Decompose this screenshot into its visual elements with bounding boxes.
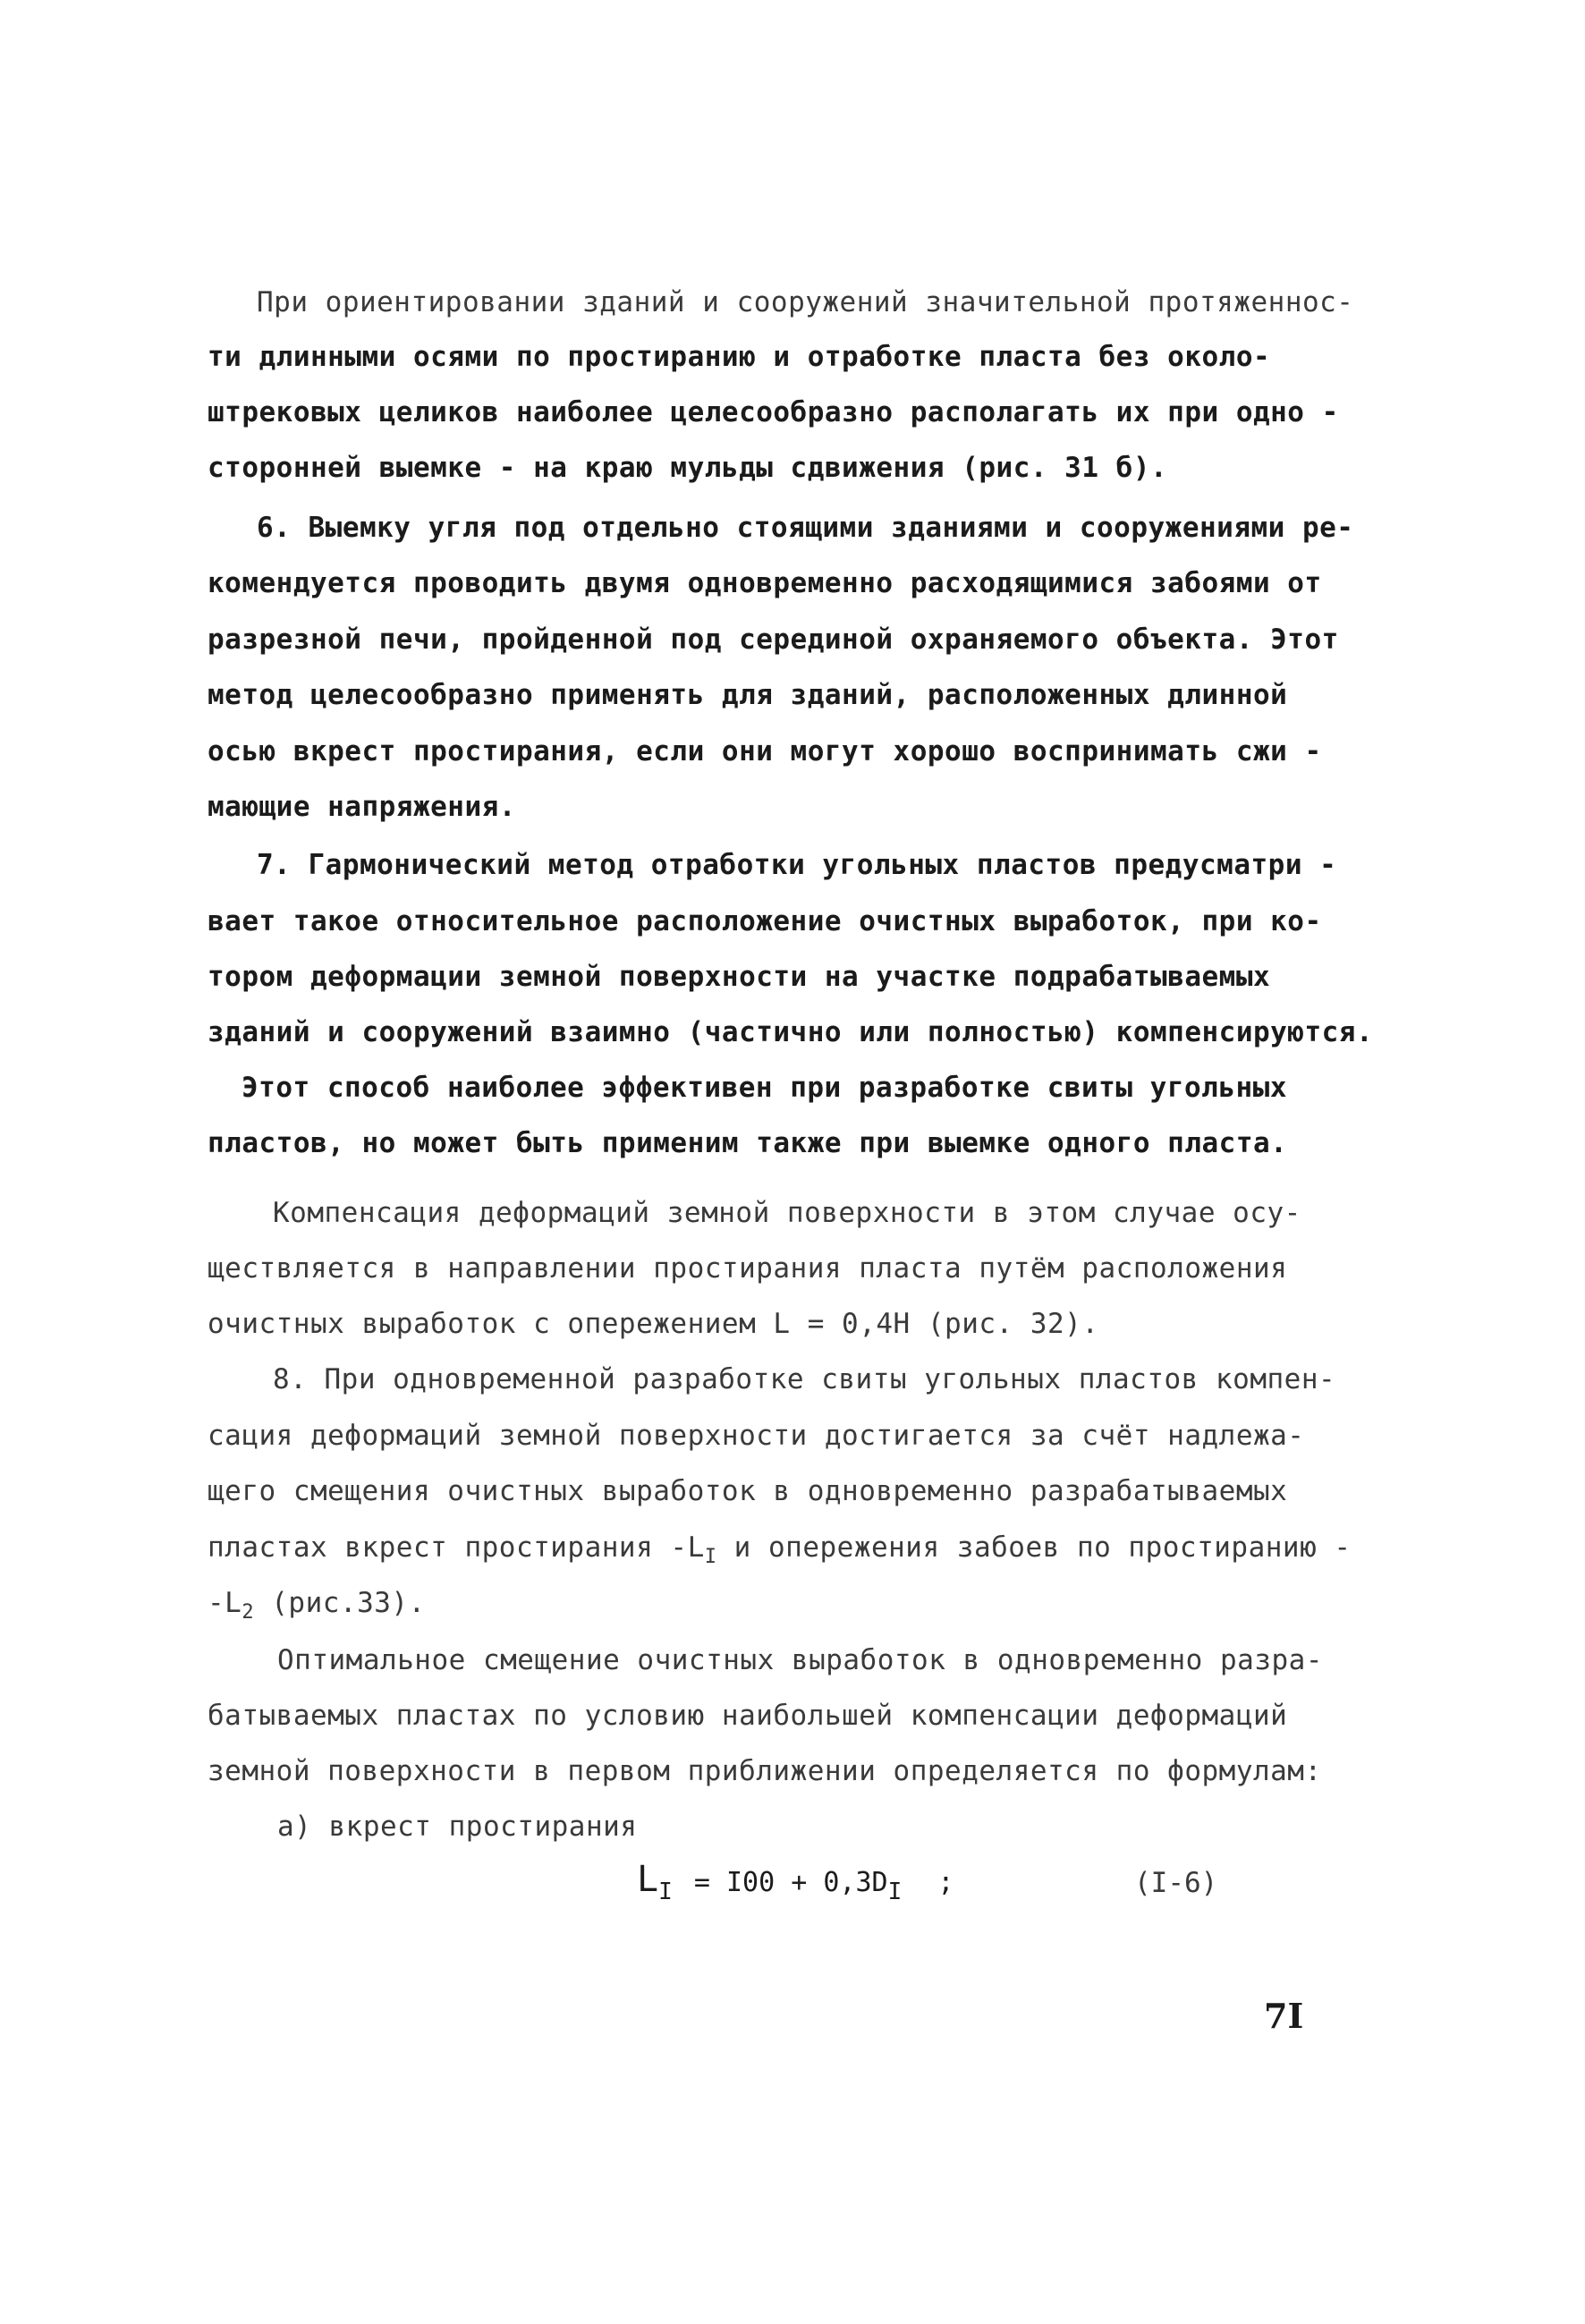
text-line-24 [208, 1585, 426, 1631]
text-line-4: сторонней выемке - на краю мульды сдвижения (рис. 31 б). [208, 452, 1168, 484]
text-line-12: вает такое относительное расположение очистных выработок, при ко- [208, 905, 1322, 937]
text-line-24-end: (рис.33). [271, 1587, 426, 1619]
text-line-22: щего смещения очистных выработок в одновременно разрабатываемых [208, 1475, 1288, 1507]
page-number: 7I [1264, 1996, 1304, 2036]
text-line-18: ществляется в направлении простирания пласта путём расположения [208, 1252, 1288, 1285]
text-line-10: мающие напряжения. [208, 791, 516, 823]
text-line-8: метод целесообразно применять для зданий, расположенных длинной [208, 679, 1288, 711]
text-line-14: зданий и сооружений взаимно (частично или полностью) компенсируются. [208, 1016, 1374, 1048]
text-line-13: тором деформации земной поверхности на участке подрабатываемых [208, 961, 1271, 993]
text-line-25: Оптимальное смещение очистных выработок в одновременно разра- [277, 1644, 1323, 1676]
formula-I-6 [637, 1858, 954, 1913]
text-line-23 [208, 1530, 1352, 1575]
text-line-11: 7. Гармонический метод отработки угольных пластов предусматри - [257, 849, 1337, 881]
text-line-20: 8. При одновременной разработке свиты угольных пластов компен- [273, 1363, 1336, 1395]
text-line-5: 6. Выемку угля под отдельно стоящими зданиями и сооружениями ре- [257, 512, 1354, 544]
text-line-23-end: и опережения забоев по простиранию - [733, 1531, 1352, 1564]
text-line-16: пластов, но может быть применим также при выемке одного пласта. [208, 1127, 1288, 1159]
text-line-9: осью вкрест простирания, если они могут хорошо воспринимать сжи - [208, 735, 1322, 768]
text-line-24-start: -L [208, 1587, 242, 1619]
formula-end: ; [937, 1867, 954, 1898]
formula-rhs-subscript: I [887, 1879, 903, 1905]
text-line-23-start: пластах вкрест простирания -L [208, 1531, 705, 1564]
text-line-7: разрезной печи, пройденной под серединой охраняемого объекта. Этот [208, 623, 1339, 656]
formula-lhs-subscript: I [658, 1879, 673, 1905]
subscript-L1: I [704, 1546, 717, 1569]
text-line-27: земной поверхности в первом приближении определяется по формулам: [208, 1755, 1322, 1787]
text-line-19: очистных выработок с опережением L = 0,4Н (рис. 32). [208, 1308, 1099, 1340]
text-line-15: Этот способ наиболее эффективен при разработке свиты угольных [242, 1072, 1287, 1104]
formula-middle: = I00 + 0,3D [693, 1867, 888, 1898]
text-line-1: При ориентировании зданий и сооружений значительной протяженнос- [257, 286, 1354, 318]
text-line-26: батываемых пластах по условию наибольшей компенсации деформаций [208, 1700, 1288, 1732]
text-line-17: Компенсация деформаций земной поверхности в этом случае осу- [273, 1197, 1301, 1229]
text-line-21: сация деформаций земной поверхности достигается за счёт надлежа- [208, 1420, 1305, 1452]
text-line-6: комендуется проводить двумя одновременно расходящимися забоями от [208, 567, 1322, 599]
text-line-2: ти длинными осями по простиранию и отработке пласта без около- [208, 341, 1271, 373]
equation-number: (I-6) [1134, 1867, 1218, 1899]
subscript-L2: 2 [242, 1601, 255, 1624]
text-line-28: а) вкрест простирания [277, 1811, 638, 1843]
formula-lhs: L [637, 1859, 659, 1900]
text-line-3: штрековых целиков наиболее целесообразно располагать их при одно - [208, 396, 1339, 428]
